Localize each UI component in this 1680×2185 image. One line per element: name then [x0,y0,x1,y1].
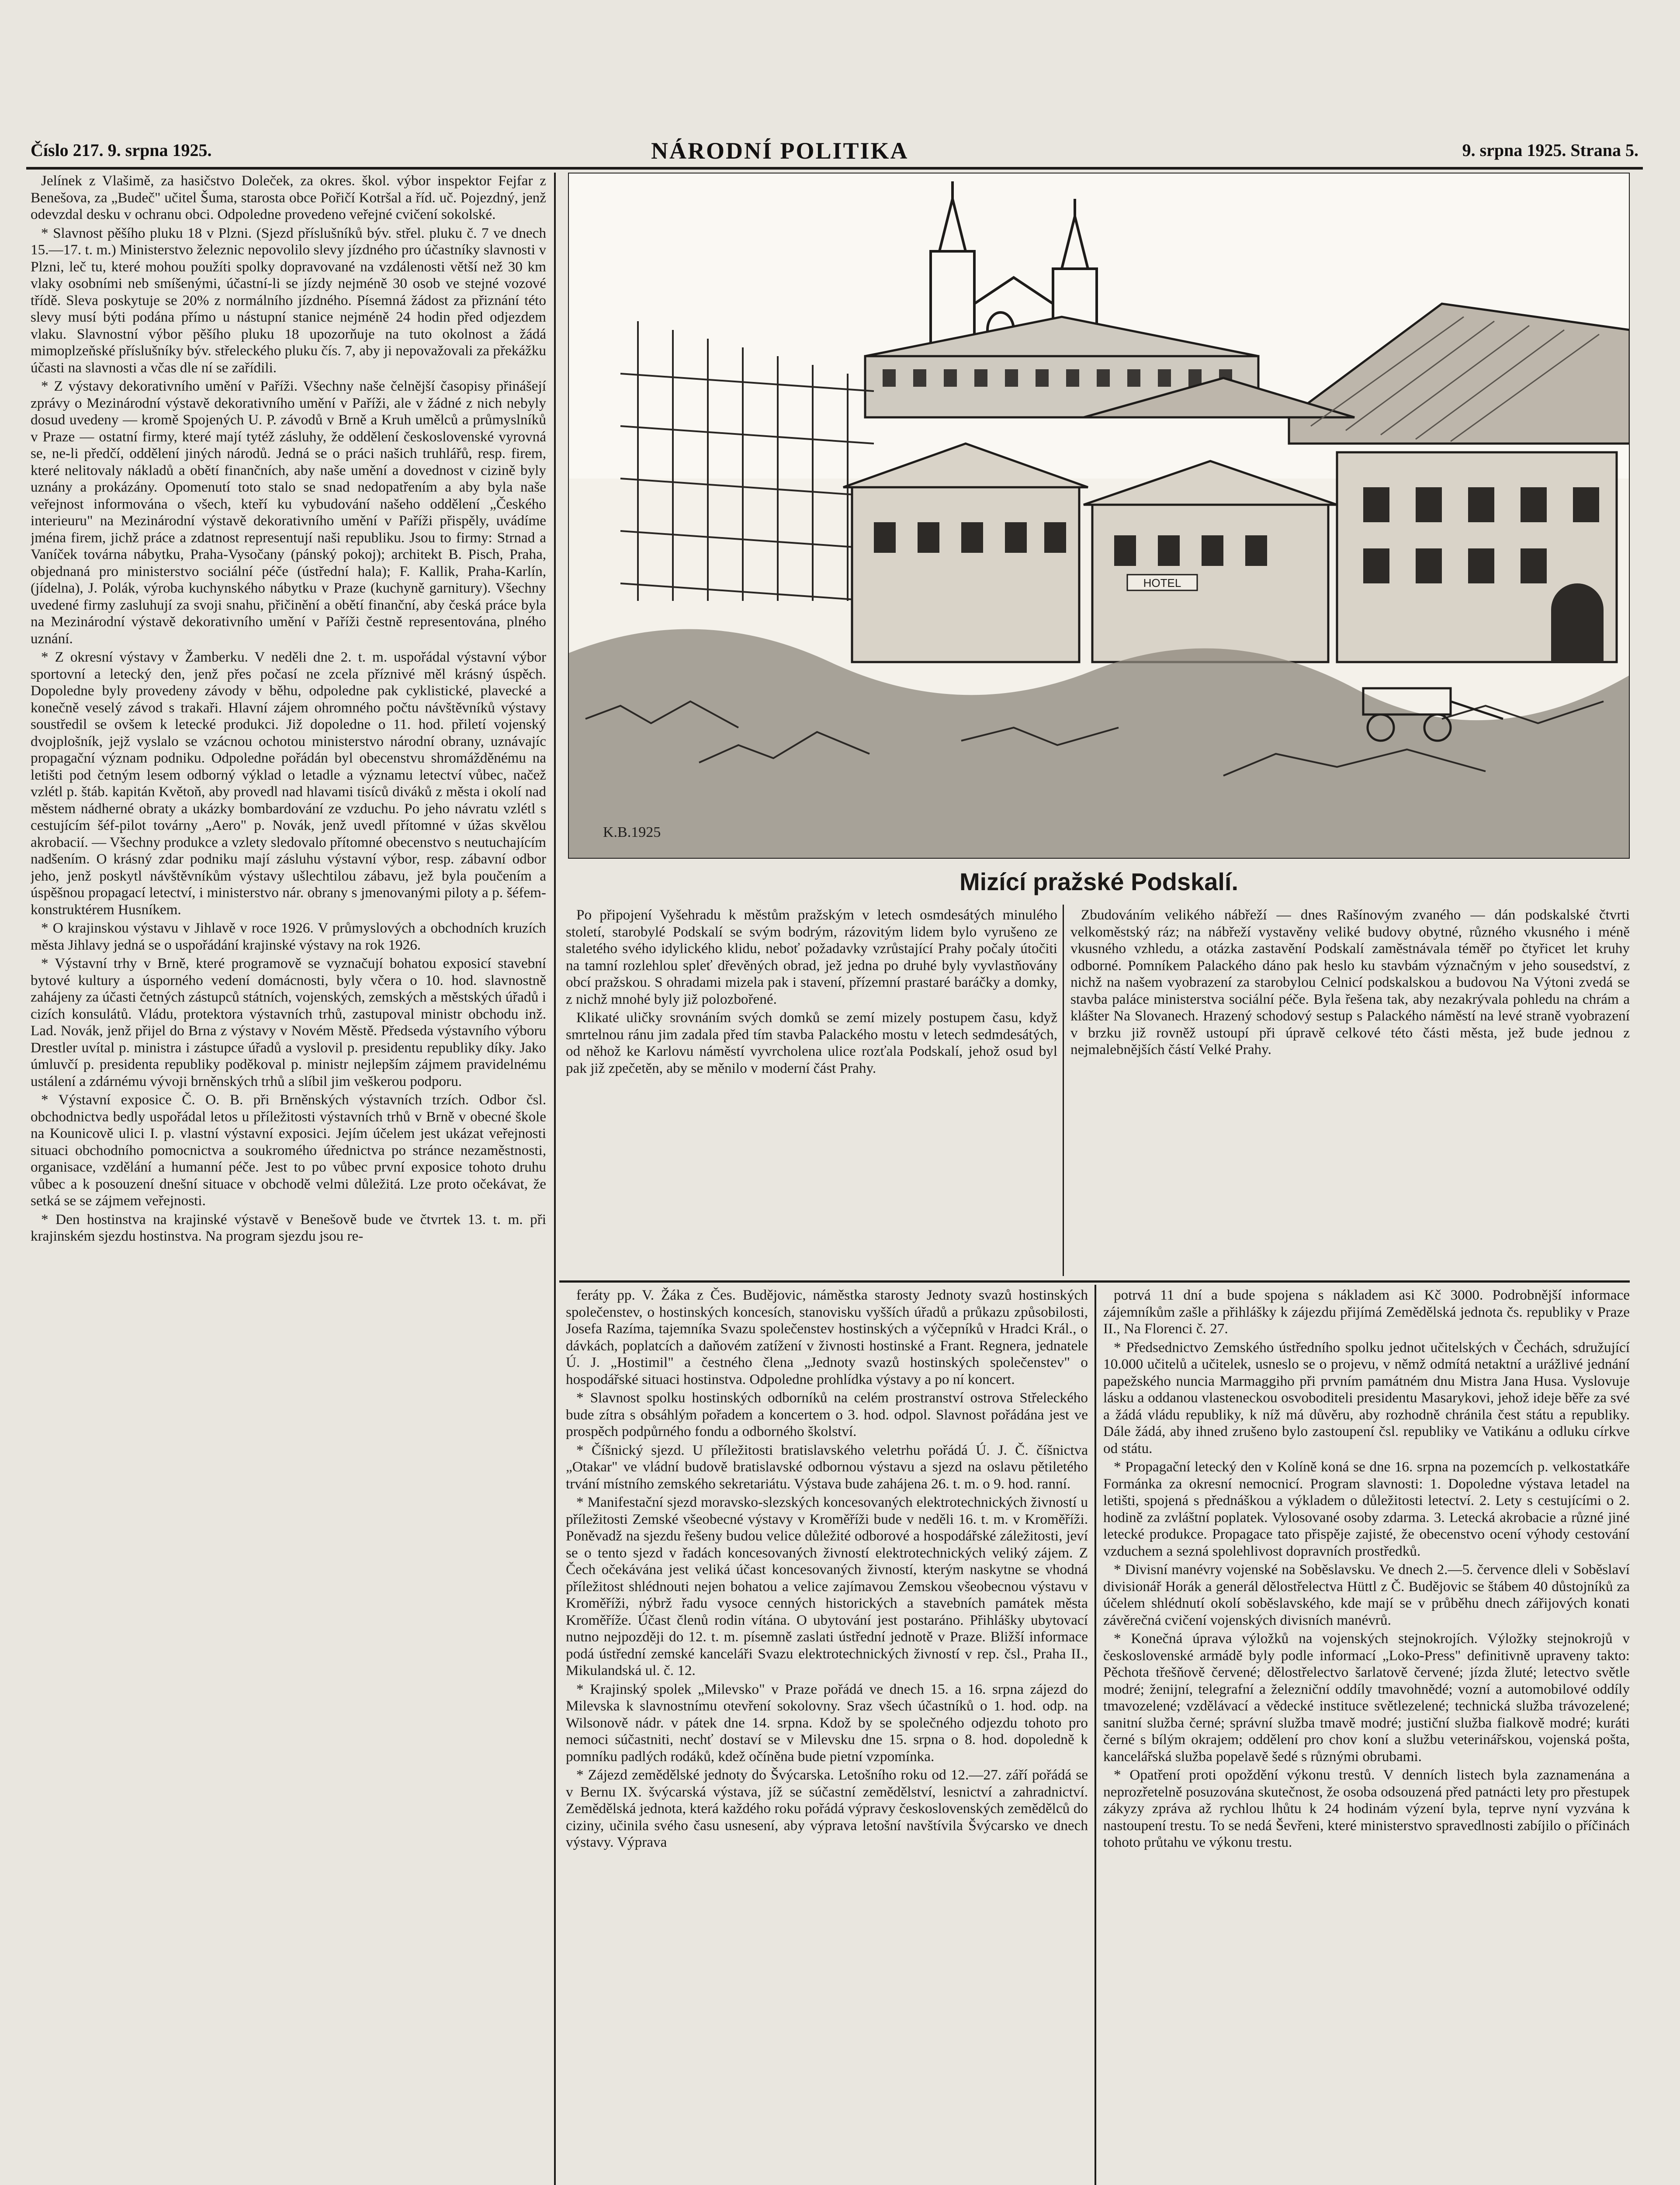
column-divider [1095,1285,1096,2185]
column-divider [1063,905,1064,1276]
paragraph: * Propagační letecký den v Kolíně koná se dne 16. srpna na pozemcích p. velkostatkáře Formánka za okresní nemocnicí. Program slavnosti: 1. Dopoledne výstava letadel na letišti, spojená s přednáškou a výkladem o důležitosti letectví. 2. Lety s cestujícími o 2. hodině za zvláštní poplatek. Vylosované osoby zdarma. 3. Letecká akrobacie a různé jiné letecké produkce. Propagace tato přispěje zajisté, že obecenstvo ocení výhody cestování vzduchem a sezná spolehlivost dopravních prostředků. [1103,1459,1630,1559]
paragraph: Klikaté uličky srovnáním svých domků se zemí mizely postupem času, když smrtelnou ránu jim zadala před tím stavba Palackého mostu v letech sedmdesátých, od něhož ke Karlovu náměstí vyvrcholena ulice rozťala Podskalí, jehož osud byl pak již zpečetěn, aby se měnilo v moderní část Prahy. [566,1009,1057,1076]
paragraph: * Z okresní výstavy v Žamberku. V neděli dne 2. t. m. uspořádal výstavní výbor sportovní a letecký den, jenž přes počasí ne zcela příznivé měl krásný úspěch. Dopoledne byly provedeny závody v běhu, odpoledne pak cyklistické, plavecké a konečně veselý závod s trakaři. Hlavní zájem ohromného počtu návštěvníků výstavy soustředil se ovšem k letecké produkci. Již dopoledne o 11. hod. přiletí vojenský dvojplošník, jejž vyslalo se vzácnou ochotou ministerstvo národní obrany, uznávajíc propagační význam podniku. Odpoledne pořádán byl obecenstvu shromážděnému na letišti pod četným lesem odborný výklad o letadle a významu letectví vůbec, načež vzlétl p. štáb. kapitán Květoň, aby provedl nad hlavami tisíců diváků z města i okolí nad městem nádherné obraty a ukázky bombardování ze vzduchu. Po jeho návratu vzlétl s cestujícím šéf-pilot továrny „Aero" p. Novák, jenž uvedl přítomné v úžas skvělou akrobacií. — Všechny produkce a vzlety sledovalo přítomné obecenstvo s neutuchajícím nadšením. O krásný zdar podniku mají zásluhu výstavní výbor, resp. zábavní odbor jeho, jenž poskytl návštěvníkům výstavy ušlechtilou zábavu, jež byla poučením a úspěšnou propagací letectví, i ministerstvo nár. obrany s jmenovanými piloty a p. šéfem-konstruktérem Husníkem. [31,649,546,918]
paragraph: * Manifestační sjezd moravsko-slezských koncesovaných elektrotechnických živností u příležitosti Zemské všeobecné výstavy v Kroměříži bude v neděli 16. t. m. v Kroměříži. Poněvadž na sjezdu řešeny budou velice důležité odborové a hospodářské záležitosti, jeví se o tento sjezd v řadách koncesovaných živností elektrotechnických veliký zájem. Z Čech očekávána jest veliká účast koncesovaných živností, kterým naskytne se vhodná příležitost shlédnouti nejen bohatou a velice zajímavou Zemskou všeobecnou výstavu v Kroměříži, nýbrž řadu vysoce cenných historických a stavebních památek města Kroměříže. Účast členů rodin vítána. O ubytování jest postaráno. Přihlášky ubytovací nutno nejpozději do 12. t. m. písemně zaslati ústřední jednotě v Praze. Bližší informace podá ústřední zemské kanceláři Svazu elektrotechnických živností v rep. čsl., Praha II., Mikulandská ul. č. 12. [566,1494,1088,1679]
paragraph: * Divisní manévry vojenské na Soběslavsku. Ve dnech 2.—5. července dleli v Soběslaví divisionář Horák a generál dělostřelectva Hüttl z Č. Budějovic se štábem 40 důstojníků za účelem shlédnutí okolí soběslavského, kde mají se v průběhu dnech zářijových konati závěrečná cvičení vojenských divisních manévrů. [1103,1561,1630,1628]
paragraph: * Opatření proti opoždění výkonu trestů. V denních listech byla zaznamenána a neprozřetelně posuzována skutečnost, že osoba odsouzená před patnácti lety pro přestupek zákyzy zpráva až rychlou lhůtu k 24 hodinám výzení byla, teprve nyní vyzvána k nastoupení trestu. To se nedá Ševřeni, které ministerstvo spravedlnosti zabíjilo o příčinách tohoto průtahu ve výkonu trestu. [1103,1767,1630,1850]
hotel-sign: HOTEL [1143,576,1181,590]
paragraph: feráty pp. V. Žáka z Čes. Budějovic, náměstka starosty Jednoty svazů hostinských společenstev, o hostinských koncesích, stanovisku vyšších úřadů a průkazu způsobilosti, Josefa Razíma, tajemníka Svazu společenstev hostinských a výčepníků v Hradci Král., o dávkách, poplatcích a daňovém zatížení v živnosti hostinské a Frant. Regnera, jednatele Ú. J. „Hostimil" a čestného člena „Jednoty svazů hostinských společenstev" o hospodářské situaci hostinstva. Odpoledne prohlídka výstavy a po ní koncert. [566,1287,1088,1387]
paragraph: * Číšnický sjezd. U příležitosti bratislavského veletrhu pořádá Ú. J. Č. číšnictva „Otakar" ve vládní budově bratislavské odbornou výstavu a sjezd na oslavu pětiletého trvání místního zemského sekretariátu. Výstava bude zahájena 26. t. m. o 9. hod. ranní. [566,1442,1088,1492]
article-column-5 [1103,1287,1630,2185]
paragraph: Po připojení Vyšehradu k městům pražským v letech osmdesátých minulého století, starobylé Podskalí se svým bodrým, rázovitým lidem bylo vyrušeno ze staletého svého idylického klidu, neboť požadavky vzrůstající Prahy počaly útočiti na tamní rozlehlou spleť dřevěných obrad, jež jedna po druhé byly vyvlastňovány obcí pražskou. S ohradami mizela pak i stavení, přízemní prastaré baráčky a domky, z nichž mnohé byly již polozbořené. [566,907,1057,1007]
header-rule [26,167,1643,170]
paragraph: * Z výstavy dekorativního umění v Paříži. Všechny naše čelnější časopisy přinášejí zprávy o Mezinárodní výstavě dekorativního umění v Paříži, ale v žádné z nich nebyly dosud uvedeny — kromě Spojených U. P. závodů v Brně a Kruh umělců a průmyslníků v Praze — ostatní firmy, které mají tytéž zásluhy, že oddělení československé vyrovná se, ne-li předčí, oddělení jiných národů. Jedná se o práci našich truhlářů, resp. firem, které nelitovaly nákladů a obětí finančních, aby naše umění a dovednost v cizině byly uznány a prokázány. Opomenutí toto stalo se snad nedopatřením a aby byla naše veřejnost informována o všech, kteří ku vybudování našeho oddělení „Českého interieuru" na Mezinárodní výstavě dekorativního umění v Paříži přispěly, uvádíme jména firem, jichž práce a zdatnost representují naši republiku. Jsou to firmy: Strnad a Vaníček továrna nábytku, Praha-Vysočany (pánský pokoj); architekt B. Pisch, Praha, objednaná pro ministerstvo sociální péče (ústřední hala); F. Kallik, Praha-Karlín, (jídelna), J. Polák, výroba kuchynského nábytku v Praze (kuchyně garnitury). Všechny uvedené firmy zasluhují za svoji snahu, přičinění a obětí finanční, aby česká práce byla na Mezinárodní výstavě dekorativního umění v Paříži čestně representována, plného uznání. [31,378,546,647]
page-header [31,131,1647,166]
paragraph: * Výstavní trhy v Brně, které programově se vyznačují bohatou exposicí stavební bytové kultury a úsporného vedení domácnosti, byly včera o 10. hod. slavnostně zahájeny za účasti četných zástupců státních, vojenských, zemských a městských úřadů i cizích konsulátů. Vládu, protektora výstavních trhů, zastupoval ministr obchodu inž. Lad. Novák, jenž přijel do Brna z výstavy v Novém Městě. Předseda výstavního výboru Drestler uvítal p. ministra i zástupce úřadů a vyslovil p. presidentu republiky díky. Jako úmluvčí p. presidenta republiky poděkoval p. ministr nejlepším zájmem pravidelnému ustálení a zdárnému vývoji brněnských trhů a slíbil jim veškerou podporu. [31,955,546,1089]
illustration-podskali [568,173,1630,859]
paragraph: * Den hostinstva na krajinské výstavě v Benešově bude ve čtvrtek 13. t. m. při krajinském sjezdu hostinstva. Na program sjezdu jsou re- [31,1211,546,1244]
paragraph: * O krajinskou výstavu v Jihlavě v roce 1926. V průmyslových a obchodních kruzích města Jihlavy jedná se o uspořádání krajinské výstavy na rok 1926. [31,920,546,953]
paragraph: Zbudováním velikého nábřeží — dnes Rašínovým zvaného — dán podskalské čtvrti velkoměstský ráz; na nábřeží vystavěny veliké budovy obytné, různého vkusného i méně vkusného vzhledu, a otázka zastavění Podskalí zaměstnávala téměř po čtyřicet let kruhy odborné. Pomníkem Palackého dáno pak heslo ku stavbám význačným v jeho sousedství, z nichž na našem vyobrazení za starobylou Celnicí podskalskou a budovou Na Výtoni zvedá se stavba paláce ministerstva sociální péče. Byla řešena tak, aby nezakrývala pohledu na chrám a klášter Na Slovanech. Hrazený schodový sestup s Palackého náměstí na levé straně vyobrazení v brzku již rovněž ustoupí při úpravě celkové této části města, jež bude jednou z nejmalebnějších částí Velké Prahy. [1070,907,1630,1058]
article-column-3 [1070,907,1630,1278]
paragraph: * Slavnost spolku hostinských odborníků na celém prostranství ostrova Střeleckého bude zítra s obsáhlým pořadem a koncertem o 3. hod. odpol. Slavnost pořádána jest ve prospěch podpůrného fondu a odborného školství. [566,1390,1088,1439]
section-rule [559,1280,1630,1283]
article-column-2 [566,907,1057,1278]
artist-signature: K.B.1925 [603,824,661,840]
masthead-title: NÁRODNÍ POLITIKA [651,138,909,164]
paragraph: Jelínek z Vlašimě, za hasičstvo Doleček, za okres. škol. výbor inspektor Fejfar z Benešova, za „Budeč" učitel Šuma, starosta obce Pořičí Kotršal a říd. uč. Pojezdný, jenž odevzdal desku v ochranu obci. Odpoledne provedeno veřejné cvičení sokolské. [31,173,546,222]
illustration-caption: Mizící pražské Podskalí. [959,868,1239,895]
paragraph: * Slavnost pěšího pluku 18 v Plzni. (Sjezd příslušníků býv. střel. pluku č. 7 ve dnech 15.—17. t. m.) Ministerstvo železnic nepovolilo slevy jízdného pro účastníky slavnosti v Plzni, leč tu, které mohou použíti spolky dopravované na vzdálenosti větší než 30 km vlaky osobními neb smíšenými, účastní-li se jízdy nejméně 30 osob ve stejné vozové třídě. Sleva poskytuje se 20% z normálního jízdného. Písemná žádost za přiznání této slevy musí býti podána přímo u nástupní stanice nejméně 24 hodin před odjezdem vlaku. Slavnostní výbor pěšího pluku 18 upozorňuje na tuto okolnost a žádá mimoplzeňské příslušníky býv. střeleckého pluku čís. 7, aby ji nepovažovali za překážku účasti na slavnosti a včas dle ní se zařídili. [31,225,546,376]
paragraph: * Krajinský spolek „Milevsko" v Praze pořádá ve dnech 15. a 16. srpna zájezd do Milevska k slavnostnímu otevření sokolovny. Sraz všech účastníků o 1. hod. odp. na Wilsonově nádr. v pátek dne 14. srpna. Kdož by se společného odjezdu tohoto pro nemoci súčastniti, nechť dostaví se v Milevsku dne 15. srpna o 8. hod. dopoledně k pomníku padlých rodáků, kdež očíněna bude pietní vzpomínka. [566,1681,1088,1765]
paragraph: * Výstavní exposice Č. O. B. při Brněnských výstavních trzích. Odbor čsl. obchodnictva bedly uspořádal letos u příležitosti výstavních trhů v Brně v obecné škole na Kounicově ulici I. p. vlastní výstavní exposici. Jejím účelem jest ukázat veřejnosti situaci obchodního pomocnictva a soukromého úřednictva po stránce nezaměstnosti, organisace, vzdělání a humanní péče. Jest to po vůbec první exposice tohoto druhu vůbec a k posouzení dnešní situace v obchodě velmi důležitá. Lze proto očekávat, že setká se se zájmem veřejnosti. [31,1092,546,1209]
column-divider [554,173,556,2185]
paragraph: potrvá 11 dní a bude spojena s nákladem asi Kč 3000. Podrobnější informace zájemníkům zašle a přihlášky k zájezdu přijímá Zemědělská jednota čs. republiky v Praze II., Na Florenci č. 27. [1103,1287,1630,1337]
paragraph: * Konečná úprava výložků na vojenských stejnokrojích. Výložky stejnokrojů v československé armádě byly podle informací „Loko-Press" definitivně upraveny takto: Pěchota třešňově červené; dělostřelectvo šarlatově červené; jízda žluté; letectvo světle modré; ženijní, telegrafní a železniční oddíly tmavohnědé; vozní a automobilové oddíly tmavozelené; vzdělávací a vědecké instituce světlezelené; technická služba trávozelené; sanitní služba černé; správní služba tmavě modré; justiční služba fialkově modré; kuráti černé s bílým okrajem; oddělení pro chov koní a službu veterinářskou, vojenská pošta, kancelářská služba popelavě šedé s různými obrubami. [1103,1630,1630,1765]
issue-number: Číslo 217. 9. srpna 1925. [31,140,212,160]
paragraph: * Předsednictvo Zemského ústředního spolku jednot učitelských v Čechách, sdružující 10.000 učitelů a učitelek, usneslo se o projevu, v němž odmítá netaktní a urážlivé jednání papežského nuncia Marmaggiho při prvním památném dnu Mistra Jana Husa. Vyslovuje lásku a oddanou vlasteneckou osvoboditeli presidentu Masarykovi, jehož ideje běře za své a žádá vládu republiky, k níž má důvěru, aby rozhodně chránila čest státu a republiky. Dále žádá, aby ihned zrušeno bylo zastoupení čsl. republiky ve Vatikánu a odluku církve od státu. [1103,1339,1630,1457]
date-and-page: 9. srpna 1925. Strana 5. [1462,140,1638,160]
article-column-1 [31,173,546,2185]
article-column-4 [566,1287,1088,2185]
paragraph: * Zájezd zemědělské jednoty do Švýcarska. Letošního roku od 12.—27. září pořádá se v Bernu IX. švýcarská výstava, jíž se súčastní zemědělství, lesnictví a zahradnictví. Zemědělská jednota, která každého roku pořádá výpravy československých zemědělců do ciziny, učinila svého času usnesení, aby výprava letošní navštívila Švýcarsko ve dnech výstavy. Výprava [566,1767,1088,1850]
